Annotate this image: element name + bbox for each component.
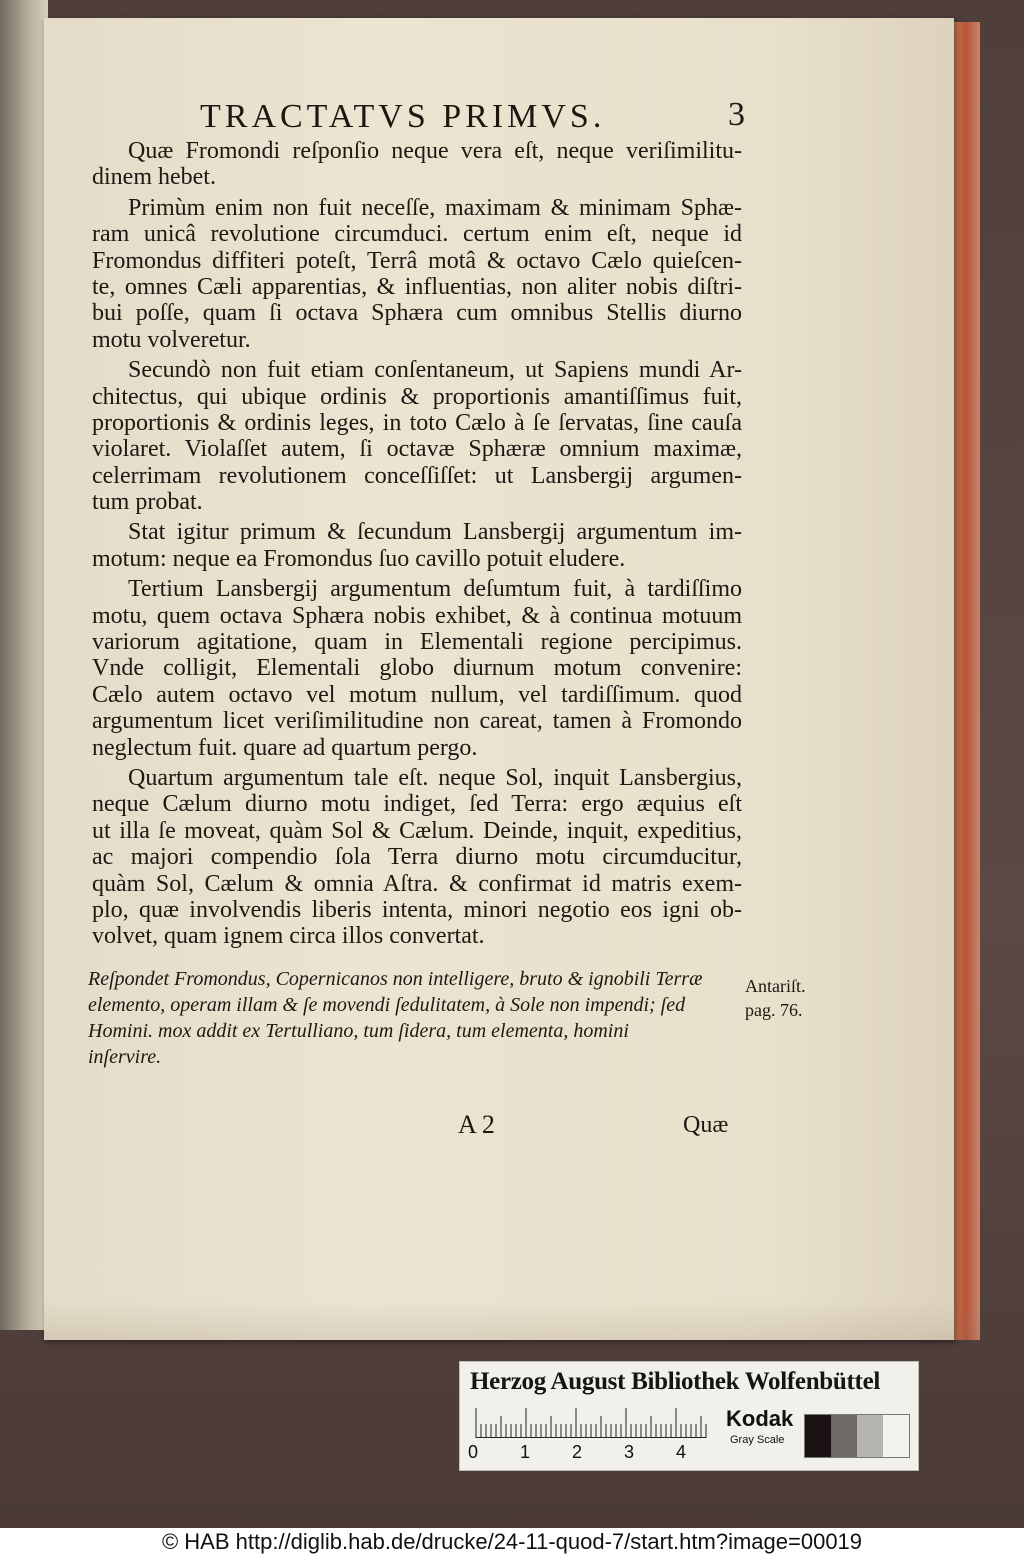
running-head: TRACTATVS PRIMVS. bbox=[200, 98, 606, 135]
main-text bbox=[92, 138, 742, 950]
text-line: neque Cælum diurno motu indiget, ſed Terra: ergo æquius eſt bbox=[92, 791, 742, 818]
signature-mark: A 2 bbox=[458, 1110, 495, 1139]
ruler-numbers bbox=[468, 1442, 728, 1466]
ruler-number: 1 bbox=[520, 1442, 531, 1462]
text-line: proportionis & ordinis leges, in toto Cælo à ſe ſervatas, ſine cauſa bbox=[92, 409, 742, 436]
text-line: Stat igitur primum & ſecundum Lansbergij argumentum im- bbox=[128, 519, 742, 546]
text-line: te, omnes Cæli apparentias, & influentias, non aliter nobis diſtri- bbox=[92, 273, 742, 300]
text-line: chitectus, qui ubique ordinis & proportionis amantiſſimus fuit, bbox=[92, 383, 742, 410]
gray-swatch bbox=[857, 1415, 883, 1457]
text-line: Secundò non fuit etiam conſentaneum, ut Sapiens mundi Ar- bbox=[128, 357, 742, 384]
margin-note-line: Antariſt. bbox=[745, 976, 806, 996]
page-number: 3 bbox=[728, 96, 745, 133]
previous-page-edge bbox=[0, 0, 48, 1330]
ruler-number: 0 bbox=[468, 1442, 479, 1462]
copyright-footer: © HAB http://diglib.hab.de/drucke/24-11-quod-7/start.htm?image=00019 bbox=[0, 1528, 1024, 1556]
text-line: violaret. Violaſſet autem, ſi octavæ Sphæræ omnium maximæ, bbox=[92, 436, 742, 463]
text-line: plo, quæ involvendis liberis intenta, minori negotio eos igni ob- bbox=[92, 896, 742, 923]
text-line: ac majori compendio ſola Terra diurno motu circumducitur, bbox=[92, 844, 742, 871]
gray-swatch bbox=[805, 1415, 831, 1457]
text-line: dinem hebet. bbox=[92, 164, 216, 191]
color-scale-card bbox=[459, 1361, 919, 1471]
text-line: Vnde colligit, Elementali globo diurnum motum convenire: bbox=[92, 655, 742, 682]
text-line: motum: neque ea Fromondus ſuo cavillo potuit eludere. bbox=[92, 545, 626, 572]
text-line: motu, quem octava Sphæra nobis exhibet, & à continua motuum bbox=[92, 602, 742, 629]
card-title: Herzog August Bibliothek Wolfenbüttel bbox=[470, 1368, 881, 1395]
text-line: celerrimam revolutionem conceſſiſſet: ut Lansbergij argumen- bbox=[92, 462, 742, 489]
text-line: Quartum argumentum tale eſt. neque Sol, inquit Lansbergius, bbox=[128, 764, 742, 791]
margin-note bbox=[745, 974, 806, 1022]
gray-scale-label: Gray Scale bbox=[730, 1434, 785, 1446]
ruler-number: 2 bbox=[572, 1442, 583, 1462]
footnote-line: elemento, operam illam & ſe movendi ſedulitatem, à Sole non impendi; ſed bbox=[88, 994, 686, 1016]
text-line: Primùm enim non fuit neceſſe, maximam & minimam Sphæ- bbox=[128, 194, 742, 221]
footnote-line: inſervire. bbox=[88, 1046, 162, 1068]
text-line: variorum agitatione, quam in Elementali regione percipimus. bbox=[92, 629, 742, 656]
ruler-number: 4 bbox=[676, 1442, 687, 1462]
text-line: neglectum fuit. quare ad quartum pergo. bbox=[92, 734, 478, 761]
footnote-line: Reſpondet Fromondus, Copernicanos non intelligere, bruto & ignobili Terræ bbox=[88, 968, 703, 990]
text-line: motu volveretur. bbox=[92, 326, 251, 353]
catchword: Quæ bbox=[683, 1112, 729, 1138]
text-line: Quæ Fromondi reſponſio neque vera eſt, neque veriſimilitu- bbox=[128, 138, 742, 164]
kodak-logo: Kodak bbox=[726, 1406, 794, 1431]
text-line: tum probat. bbox=[92, 489, 203, 516]
text-line: volvet, quam ignem circa illos convertat. bbox=[92, 923, 485, 950]
ruler bbox=[472, 1406, 712, 1438]
text-line: argumentum licet veriſimilitudine non careat, tamen à Fromondo bbox=[92, 708, 742, 735]
ruler-number: 3 bbox=[624, 1442, 635, 1462]
text-line: ut illa ſe moveat, quàm Sol & Cælum. Deinde, inquit, expeditius, bbox=[92, 817, 742, 844]
gray-swatch bbox=[831, 1415, 857, 1457]
text-line: Tertium Lansbergij argumentum deſumtum fuit, à tardiſſimo bbox=[128, 576, 742, 603]
footnote-line: Homini. mox addit ex Tertulliano, tum ſidera, tum elementa, homini bbox=[88, 1020, 629, 1042]
page-shadow bbox=[44, 1300, 980, 1340]
gray-swatch bbox=[883, 1415, 909, 1457]
text-line: Fromondus diffiteri poteſt, Terrâ motâ & octavo Cælo quieſcen- bbox=[92, 247, 742, 274]
margin-note-line: pag. 76. bbox=[745, 1000, 803, 1020]
text-line: bui poſſe, quam ſi octava Sphæra cum omnibus Stellis diurno bbox=[92, 300, 742, 327]
text-line: quàm Sol, Cælum & omnia Aſtra. & confirmat id matris exem- bbox=[92, 870, 742, 897]
gray-swatches bbox=[804, 1414, 910, 1458]
footnote bbox=[88, 966, 738, 1070]
text-line: ram unicâ revolutione circumduci. certum enim eſt, neque id bbox=[92, 221, 742, 248]
text-line: Cælo autem octavo vel motum nullum, vel tardiſſimum. quod bbox=[92, 681, 742, 708]
